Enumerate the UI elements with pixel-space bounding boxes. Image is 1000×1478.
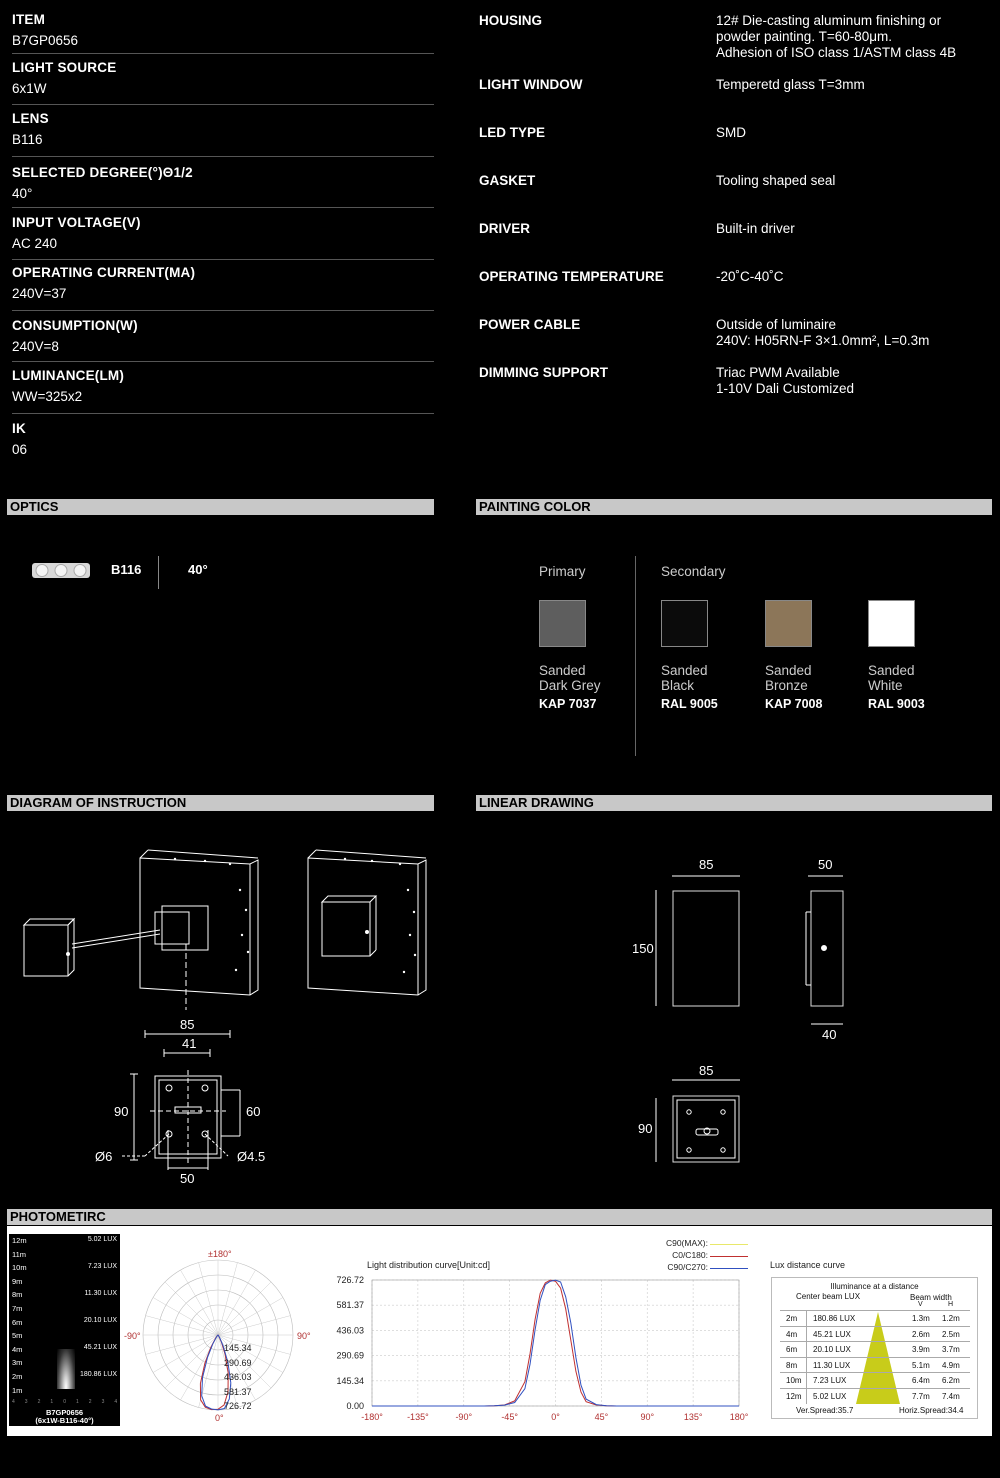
dim-50: 50 [180,1171,195,1186]
color-name: Sanded [661,663,708,678]
spec-label: LUMINANCE(LM) [12,368,125,383]
spec-label: LED TYPE [479,125,546,140]
spec-item [12,265,434,301]
color-swatch [765,600,812,647]
lux-row-v: 2.6m [912,1329,930,1339]
lux-row-distance: 8m [786,1360,798,1370]
color-name-2: Black [661,678,695,693]
lux-col2: Beam width [910,1293,952,1302]
junction-box-icon [24,919,74,976]
spec-item [12,60,434,96]
beam-glow [57,1349,75,1389]
optics-lens: B116 [111,562,142,577]
ldc-x-tick: -180° [361,1412,383,1422]
distance-label: 7m [12,1304,23,1313]
lux-row-divider [806,1358,807,1374]
polar-bottom-label: 0° [215,1413,224,1423]
spec-divider [12,310,434,311]
distance-label: 5m [12,1331,23,1341]
front-width: 85 [699,857,714,872]
spec-label: SELECTED DEGREE(°)Θ1/2 [12,165,193,180]
scale-tick: 4 [114,1399,118,1405]
painting-divider [635,556,636,756]
spec-divider [12,53,434,54]
lux-row-v: 7.7m [912,1391,930,1401]
spec-value-line: 12# Die-casting aluminum finishing or [716,13,942,28]
diagram-instruction-header: DIAGRAM OF INSTRUCTION [7,795,434,811]
polar-value-label: 145.34 [224,1343,252,1353]
lux-row-divider [806,1389,807,1405]
lux-row [780,1341,970,1357]
spec-value [716,13,1000,61]
scale-tick: 0 [63,1399,66,1405]
color-code: KAP 7008 [765,697,823,711]
lux-row-divider [806,1311,807,1327]
spec-label: GASKET [479,173,536,188]
lux-label: 7.23 LUX [87,1263,117,1270]
lux-row-h: 2.5m [942,1329,960,1339]
lux-table [771,1277,978,1419]
beam-image [9,1234,120,1426]
lux-row [780,1326,970,1342]
spec-value-line: Adhesion of ISO class 1/ASTM class 4B [716,45,957,60]
spec-label: HOUSING [479,13,543,28]
distance-label: 3m [12,1358,23,1368]
ldc-x-tick: -135° [407,1412,429,1422]
legend-label: C90(MAX): [665,1238,708,1248]
beam-model: B7GP0656 [45,1408,84,1417]
spec-label: IK [12,421,26,436]
spec-value [716,365,1000,397]
spec-value-line: Temperetd glass T=3mm [716,77,865,92]
hor-spread: Horiz.Spread:34.4 [899,1406,964,1415]
lux-row-h: 1.2m [942,1314,960,1323]
spec-value [716,77,1000,93]
ldc-x-tick: -45° [501,1412,518,1422]
spec-item [12,215,434,251]
ldc-y-tick: 581.37 [336,1300,364,1311]
spec-item [12,165,434,201]
secondary-label: Secondary [661,564,726,579]
back-width: 85 [699,1063,714,1078]
spec-label: DRIVER [479,221,531,236]
lux-row [780,1388,970,1404]
ldc-x-tick: 135° [683,1412,703,1422]
spec-value [716,173,1000,189]
color-code: RAL 9003 [868,697,925,711]
side-base: 40 [822,1027,837,1042]
beam-model-sub: (6x1W-B116-40°) [35,1416,94,1425]
scale-tick: 1 [50,1399,54,1405]
color-swatch [868,600,915,647]
lux-row-value: 11.30 LUX [813,1360,851,1370]
spec-divider [12,156,434,157]
lux-row [780,1357,970,1373]
spec-item [12,368,434,404]
color-name: Sanded [765,663,812,678]
lux-row-h: 4.9m [942,1360,960,1370]
lux-row-v: 3.9m [912,1345,930,1354]
spec-label: LENS [12,111,49,126]
spec-label: POWER CABLE [479,317,581,332]
distance-label: 8m [12,1290,23,1300]
front-height: 150 [632,941,654,956]
spec-value-line: Built-in driver [716,221,795,236]
scale-tick: 3 [101,1399,105,1405]
scale-tick: 3 [24,1399,28,1405]
lux-row-distance: 12m [786,1391,802,1401]
dim-d45: Ø4.5 [237,1149,266,1164]
ldc-x-tick: -90° [455,1412,473,1422]
spec-value: AC 240 [12,236,58,251]
lux-col-v: V [918,1301,923,1308]
ldc-y-tick: 726.72 [336,1275,364,1285]
distance-label: 10m [12,1263,27,1273]
scale-tick: 4 [12,1399,15,1405]
legend-label: C90/C270: [667,1262,708,1272]
spec-value-line: -20˚C-40˚C [716,269,784,284]
ldc-y-tick: 436.03 [336,1325,364,1336]
lux-row-distance: 2m [786,1314,798,1323]
lux-label: 45.21 LUX [83,1344,117,1351]
linear-drawing [640,850,880,1180]
spec-value [716,317,1000,349]
ldc-frame [372,1280,739,1406]
optics-header: OPTICS [7,499,434,515]
color-name-2: Dark Grey [539,678,601,693]
lux-row-divider [806,1327,807,1343]
spec-item [12,111,434,147]
lux-row-value: 45.21 LUX [813,1329,851,1339]
spec-label: ITEM [12,12,46,27]
legend-label: C0/C180: [672,1250,708,1260]
color-swatch [661,600,708,647]
lux-row-v: 6.4m [912,1376,930,1385]
light-distribution-chart [325,1270,755,1430]
legend-swatch [710,1256,748,1257]
lux-row-distance: 6m [786,1345,798,1354]
color-name-2: Bronze [765,678,808,693]
color-name-2: White [868,678,903,693]
dim-d6: Ø6 [95,1149,113,1164]
lux-col-h: H [948,1301,954,1308]
instruction-drawing [0,830,460,1200]
distance-label: 6m [12,1317,23,1327]
ver-spread: Ver.Spread:35.7 [796,1406,854,1415]
color-swatch [539,600,586,647]
linear-drawing-header: LINEAR DRAWING [476,795,992,811]
lux-row-value: 180.86 LUX [813,1314,856,1323]
lux-row-distance: 10m [786,1376,802,1385]
lux-table-title: Illuminance at a distance [830,1282,919,1291]
spec-value [716,269,1000,285]
color-name: Sanded [868,663,915,678]
spec-value-line: 240V: H05RN-F 3×1.0mm², L=0.3m [716,333,930,348]
ldc-title: Light distribution curve[Unit:cd] [367,1260,491,1270]
spec-item [12,421,434,457]
spec-label: LIGHT SOURCE [12,60,117,75]
color-name: Sanded [539,663,586,678]
scale-tick: 2 [88,1399,92,1405]
spec-value: B116 [12,132,43,147]
polar-value-label: 726.72 [224,1401,252,1411]
lux-label: 11.30 LUX [84,1290,117,1297]
lux-row-divider [806,1373,807,1389]
spec-value-line: powder painting. T=60-80μm. [716,29,893,44]
spec-label: OPERATING CURRENT(MA) [12,265,196,280]
ldc-series-line [372,1280,739,1406]
ldc-x-tick: 180° [729,1412,749,1422]
lux-row-v: 1.3m [912,1314,930,1323]
lux-row-value: 5.02 LUX [813,1391,847,1401]
side-width: 50 [818,857,833,872]
lux-curve-title: Lux distance curve [770,1260,846,1270]
polar-value-label: 290.69 [224,1357,252,1368]
primary-label: Primary [539,564,586,579]
color-code: RAL 9005 [661,697,718,711]
distance-label: 9m [12,1276,23,1286]
spec-label: OPERATING TEMPERATURE [479,269,664,284]
distance-label: 12m [12,1236,27,1245]
polar-left-label: -90° [124,1331,141,1341]
ldc-series-line [372,1280,739,1406]
back-height: 90 [638,1121,653,1136]
lux-row-divider [806,1342,807,1358]
spec-label: CONSUMPTION(W) [12,318,138,333]
lux-row-h: 6.2m [942,1376,960,1385]
lux-row [780,1372,970,1388]
spec-label: INPUT VOLTAGE(V) [12,215,141,230]
spec-divider [12,104,434,105]
dim-90: 90 [114,1104,129,1119]
spec-value: 240V=37 [12,286,67,301]
distance-label: 4m [12,1344,23,1354]
spec-value [716,125,1000,141]
lux-label: 20.10 LUX [83,1317,117,1324]
ldc-x-tick: 45° [594,1412,609,1422]
polar-value-label: 436.03 [224,1372,252,1382]
spec-label: LIGHT WINDOW [479,77,583,92]
spec-divider [12,361,434,362]
optics-angle: 40° [188,562,208,577]
lux-row-distance: 4m [786,1329,798,1339]
spec-item [12,12,434,48]
spec-value: 06 [12,442,28,457]
lens-image [30,560,94,582]
legend-swatch [710,1268,748,1269]
optics-divider [158,556,159,589]
spec-value-line: Triac PWM Available [716,365,840,380]
lux-row-value: 20.10 LUX [813,1345,851,1354]
spec-value-line: SMD [716,125,746,140]
distance-label: 2m [12,1372,23,1381]
lux-label: 5.02 LUX [87,1236,117,1243]
scale-tick: 2 [37,1399,41,1405]
lux-row-h: 7.4m [942,1391,960,1401]
lux-col1: Center beam LUX [796,1292,861,1301]
legend-swatch [710,1244,748,1245]
lux-label: 180.86 LUX [80,1371,117,1378]
spec-value-line: Outside of luminaire [716,317,837,332]
spec-value-line: Tooling shaped seal [716,173,836,188]
spec-value: 240V=8 [12,339,59,354]
spec-value: B7GP0656 [12,33,79,48]
spec-divider [12,259,434,260]
polar-value-label: 581.37 [224,1386,252,1397]
spec-value-line: 1-10V Dali Customized [716,381,855,396]
ldc-y-tick: 0.00 [346,1401,364,1411]
lux-row-value: 7.23 LUX [813,1376,847,1385]
distance-label: 11m [12,1249,27,1259]
ldc-x-tick: 0° [551,1412,560,1422]
ldc-x-tick: 90° [640,1412,655,1422]
dim-85: 85 [180,1017,195,1032]
ldc-y-tick: 145.34 [336,1375,364,1386]
painting-color-header: PAINTING COLOR [476,499,992,515]
ldc-y-tick: 290.69 [336,1350,364,1361]
spec-label: DIMMING SUPPORT [479,365,609,380]
dim-41: 41 [182,1036,197,1051]
spec-value: 40° [12,186,33,201]
distance-label: 1m [12,1385,23,1395]
polar-right-label: 90° [297,1331,311,1341]
spec-item [12,318,434,354]
polar-top-label: ±180° [208,1249,232,1259]
dim-60: 60 [246,1104,261,1119]
spec-divider [12,207,434,208]
color-code: KAP 7037 [539,697,597,711]
scale-tick: 1 [76,1399,79,1405]
lux-row-h: 3.7m [942,1345,960,1354]
spec-value [716,221,1000,237]
spec-divider [12,413,434,414]
photometric-header: PHOTOMETIRC [7,1209,992,1225]
lux-row-v: 5.1m [912,1360,930,1370]
lux-row [780,1310,970,1326]
polar-chart [140,1250,300,1425]
spec-value: 6x1W [12,81,47,96]
spec-value: WW=325x2 [12,389,83,404]
